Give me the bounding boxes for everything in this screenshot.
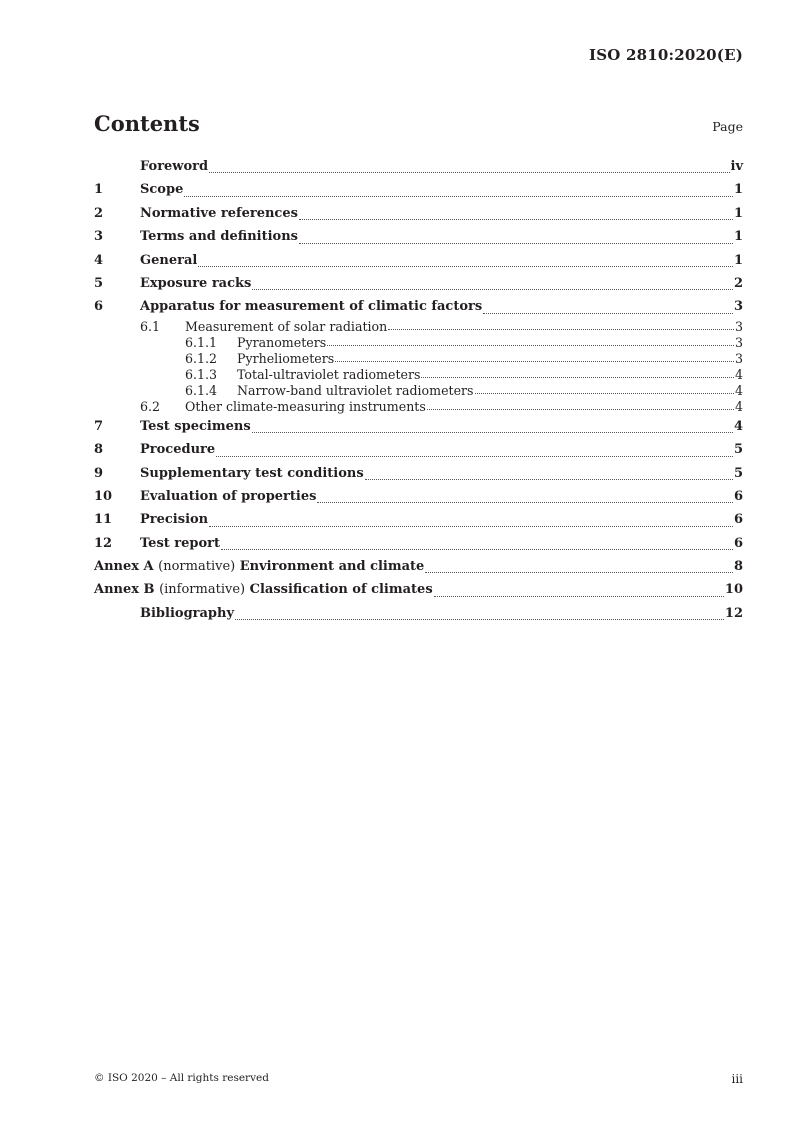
toc-entry-number: 2 bbox=[94, 205, 104, 221]
toc-entry-number: 10 bbox=[94, 488, 113, 504]
toc-entry-page: 4 bbox=[734, 366, 743, 382]
table-of-contents bbox=[94, 155, 743, 625]
toc-entry-page: 3 bbox=[733, 299, 743, 315]
toc-entry-title: Procedure bbox=[140, 442, 216, 458]
toc-entry[interactable] bbox=[94, 508, 743, 531]
dot-leader bbox=[421, 376, 734, 378]
dot-leader bbox=[252, 431, 733, 433]
toc-entry-title: Supplementary test conditions bbox=[140, 465, 364, 481]
toc-entry-number: 6.1.1 bbox=[185, 334, 218, 350]
page-column-label: Page bbox=[712, 119, 743, 134]
annex-label: Annex B bbox=[94, 582, 155, 598]
dot-leader bbox=[221, 548, 733, 550]
toc-entry-title: Foreword bbox=[140, 159, 209, 174]
dot-leader bbox=[216, 455, 733, 457]
toc-entry-number: 8 bbox=[94, 442, 104, 458]
toc-entry[interactable] bbox=[94, 155, 743, 178]
toc-entry-number: 6.1 bbox=[140, 318, 161, 334]
toc-entry-title: Scope bbox=[140, 182, 184, 198]
toc-entry-title: Other climate-measuring instruments bbox=[185, 398, 426, 414]
toc-entry[interactable] bbox=[94, 335, 743, 351]
toc-entry[interactable] bbox=[94, 602, 743, 625]
annex-qualifier: (normative) bbox=[158, 559, 236, 575]
toc-entry-number: 12 bbox=[94, 535, 113, 551]
toc-entry-title: Narrow-band ultraviolet radiometers bbox=[237, 382, 474, 398]
toc-entry-number: 9 bbox=[94, 465, 104, 481]
toc-entry[interactable] bbox=[94, 249, 743, 272]
toc-entry[interactable] bbox=[94, 399, 743, 415]
toc-entry-title: Test report bbox=[140, 535, 221, 551]
dot-leader bbox=[252, 288, 733, 290]
dot-leader bbox=[198, 265, 733, 267]
toc-entry-title: General bbox=[140, 252, 198, 268]
dot-leader bbox=[427, 408, 734, 410]
toc-entry-title: Exposure racks bbox=[140, 275, 252, 291]
toc-entry[interactable] bbox=[94, 225, 743, 248]
toc-entry-title bbox=[94, 578, 433, 601]
document-id: ISO 2810:2020(E) bbox=[589, 46, 743, 64]
toc-entry-number: 4 bbox=[94, 252, 104, 268]
toc-entry[interactable] bbox=[94, 462, 743, 485]
toc-entry-page: 4 bbox=[734, 398, 743, 414]
toc-entry[interactable] bbox=[94, 202, 743, 225]
toc-entry-title: Evaluation of properties bbox=[140, 488, 317, 504]
dot-leader bbox=[235, 618, 724, 620]
toc-entry[interactable] bbox=[94, 295, 743, 318]
page-footer bbox=[94, 1072, 743, 1086]
toc-entry[interactable] bbox=[94, 319, 743, 335]
toc-entry-page: 12 bbox=[724, 605, 743, 621]
toc-entry-page: 10 bbox=[724, 582, 743, 598]
dot-leader bbox=[209, 525, 733, 527]
toc-entry-page: 5 bbox=[733, 465, 743, 481]
toc-entry-number: 7 bbox=[94, 418, 104, 434]
toc-entry-page: 1 bbox=[733, 229, 743, 245]
dot-leader bbox=[327, 344, 734, 346]
toc-entry[interactable] bbox=[94, 532, 743, 555]
toc-entry[interactable] bbox=[94, 415, 743, 438]
toc-entry-page: 3 bbox=[734, 318, 743, 334]
toc-entry[interactable] bbox=[94, 485, 743, 508]
copyright-notice: © ISO 2020 – All rights reserved bbox=[94, 1072, 269, 1084]
toc-entry-title: Pyrheliometers bbox=[237, 350, 335, 366]
toc-entry-title: Total-ultraviolet radiometers bbox=[237, 366, 421, 382]
toc-entry-number: 6.2 bbox=[140, 398, 161, 414]
annex-title: Classification of climates bbox=[249, 582, 433, 598]
dot-leader bbox=[317, 501, 733, 503]
dot-leader bbox=[184, 195, 733, 197]
annex-title: Environment and climate bbox=[239, 559, 425, 575]
toc-entry-number: 11 bbox=[94, 512, 113, 528]
toc-entry-title: Bibliography bbox=[140, 605, 235, 621]
dot-leader bbox=[299, 218, 733, 220]
toc-entry-page: 1 bbox=[733, 205, 743, 221]
toc-entry[interactable] bbox=[94, 578, 743, 601]
toc-entry-page: 6 bbox=[733, 535, 743, 551]
dot-leader bbox=[299, 242, 733, 244]
dot-leader bbox=[365, 478, 733, 480]
toc-entry-title: Apparatus for measurement of climatic factors bbox=[140, 299, 483, 315]
toc-entry-number: 1 bbox=[94, 182, 104, 198]
toc-entry-title: Test specimens bbox=[140, 418, 251, 434]
toc-entry[interactable] bbox=[94, 272, 743, 295]
toc-entry-title: Pyranometers bbox=[237, 334, 327, 350]
toc-entry-page: 1 bbox=[733, 252, 743, 268]
page-title: Contents bbox=[94, 111, 200, 136]
toc-entry[interactable] bbox=[94, 438, 743, 461]
toc-entry-page: 4 bbox=[733, 418, 743, 434]
dot-leader bbox=[388, 328, 734, 330]
annex-label: Annex A bbox=[94, 559, 154, 575]
toc-entry[interactable] bbox=[94, 555, 743, 578]
dot-leader bbox=[425, 571, 733, 573]
toc-entry-page: 2 bbox=[733, 275, 743, 291]
dot-leader bbox=[335, 360, 734, 362]
toc-entry-title: Normative references bbox=[140, 205, 298, 221]
toc-entry[interactable] bbox=[94, 367, 743, 383]
toc-entry[interactable] bbox=[94, 351, 743, 367]
toc-entry-number: 6.1.2 bbox=[185, 350, 218, 366]
toc-entry-number: 6 bbox=[94, 299, 104, 315]
contents-heading bbox=[94, 111, 743, 136]
toc-entry[interactable] bbox=[94, 178, 743, 201]
toc-entry-page: 3 bbox=[734, 350, 743, 366]
toc-entry-title: Measurement of solar radiation bbox=[185, 318, 388, 334]
toc-entry[interactable] bbox=[94, 383, 743, 399]
toc-entry-page: 8 bbox=[733, 559, 743, 575]
annex-qualifier: (informative) bbox=[159, 582, 246, 598]
toc-entry-page: 4 bbox=[734, 382, 743, 398]
toc-entry-page: 6 bbox=[733, 488, 743, 504]
toc-entry-page: 1 bbox=[733, 182, 743, 198]
toc-entry-number: 3 bbox=[94, 229, 104, 245]
dot-leader bbox=[475, 392, 734, 394]
toc-entry-title: Precision bbox=[140, 512, 209, 528]
toc-entry-page: 3 bbox=[734, 334, 743, 350]
toc-entry-page: 5 bbox=[733, 442, 743, 458]
toc-entry-page: iv bbox=[730, 159, 743, 174]
toc-entry-title: Terms and definitions bbox=[140, 229, 298, 245]
toc-entry-number: 5 bbox=[94, 275, 104, 291]
toc-entry-number: 6.1.3 bbox=[185, 366, 218, 382]
dot-leader bbox=[209, 171, 729, 173]
toc-entry-title bbox=[94, 555, 424, 578]
dot-leader bbox=[434, 595, 724, 597]
page-number: iii bbox=[731, 1072, 743, 1086]
toc-entry-page: 6 bbox=[733, 512, 743, 528]
dot-leader bbox=[483, 312, 733, 314]
toc-entry-number: 6.1.4 bbox=[185, 382, 218, 398]
